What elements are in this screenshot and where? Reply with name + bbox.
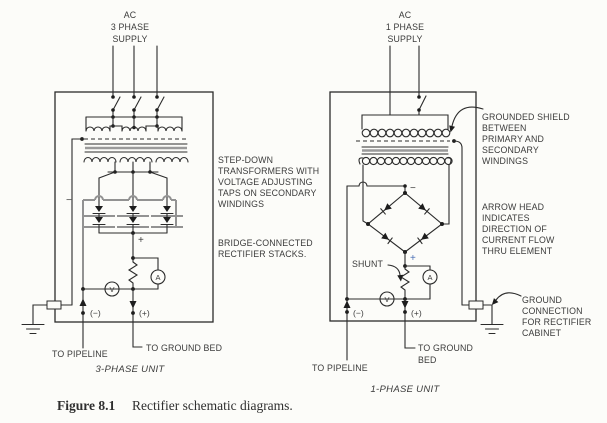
ammeter-icon bbox=[151, 270, 165, 284]
bridge-positive-sign: + bbox=[410, 253, 416, 264]
figure-caption-text: Rectifier schematic diagrams. bbox=[132, 398, 293, 413]
supply-line-1: AC bbox=[123, 10, 137, 20]
svg-text:A: A bbox=[155, 273, 161, 282]
one-phase-secondary-winding bbox=[359, 157, 452, 164]
svg-text:SECONDARY: SECONDARY bbox=[482, 145, 539, 155]
svg-text:TRANSFORMERS WITH: TRANSFORMERS WITH bbox=[218, 166, 320, 176]
negative-bus-sign: − bbox=[66, 195, 72, 206]
to-ground-bed-label: TO GROUND BED bbox=[146, 343, 223, 353]
svg-text:FOR RECTIFIER: FOR RECTIFIER bbox=[522, 317, 592, 327]
ground-clamp bbox=[47, 301, 61, 309]
rectifier-leg bbox=[83, 206, 115, 233]
svg-text:THRU ELEMENT: THRU ELEMENT bbox=[482, 246, 553, 256]
annotation-arrow-head bbox=[482, 202, 555, 256]
to-pipeline-label: TO PIPELINE bbox=[52, 349, 108, 359]
svg-text:GROUND: GROUND bbox=[522, 295, 562, 305]
figure-number: Figure 8.1 bbox=[57, 398, 116, 413]
positive-terminal-label: (+) bbox=[139, 308, 150, 318]
supply-line-3: SUPPLY bbox=[112, 34, 148, 44]
supply-line-2: 1 PHASE bbox=[385, 22, 425, 32]
shield-pointer-arrow bbox=[448, 107, 483, 133]
negative-terminal-label: (−) bbox=[353, 308, 364, 318]
supply-line-2: 3 PHASE bbox=[110, 22, 150, 32]
shunt-label: SHUNT bbox=[352, 259, 384, 269]
one-phase-unit-label: 1-PHASE UNIT bbox=[370, 384, 440, 395]
svg-text:BRIDGE-CONNECTED: BRIDGE-CONNECTED bbox=[218, 238, 313, 248]
three-phase-terminals bbox=[52, 289, 222, 375]
annotation-ground-connection bbox=[490, 293, 592, 338]
svg-text:VOLTAGE ADJUSTING: VOLTAGE ADJUSTING bbox=[218, 177, 313, 187]
supply-line-1: AC bbox=[398, 10, 412, 20]
svg-text:CABINET: CABINET bbox=[522, 328, 562, 338]
three-phase-output bbox=[81, 233, 165, 296]
annotation-step-down bbox=[218, 155, 319, 209]
svg-text:ARROW HEAD: ARROW HEAD bbox=[482, 202, 545, 212]
svg-text:STEP-DOWN: STEP-DOWN bbox=[218, 155, 274, 165]
svg-text:INDICATES: INDICATES bbox=[482, 213, 530, 223]
svg-text:RECTIFIER STACKS.: RECTIFIER STACKS. bbox=[218, 249, 307, 259]
svg-text:V: V bbox=[109, 285, 115, 294]
positive-bus-sign: + bbox=[138, 235, 144, 246]
diode-icon bbox=[381, 233, 392, 244]
svg-text:CONNECTION: CONNECTION bbox=[522, 306, 583, 316]
figure-caption bbox=[57, 398, 293, 413]
one-phase-cabinet bbox=[330, 92, 476, 321]
one-phase-unit bbox=[312, 10, 503, 395]
diode-icon bbox=[418, 233, 429, 244]
rectifier-leg bbox=[151, 206, 183, 233]
one-phase-output bbox=[345, 252, 437, 306]
svg-text:GROUNDED SHIELD: GROUNDED SHIELD bbox=[482, 112, 570, 122]
to-ground-bed-label-line1: TO GROUND bbox=[418, 343, 473, 353]
one-phase-cabinet-ground bbox=[462, 301, 503, 334]
bridge-negative-sign: − bbox=[410, 183, 416, 194]
svg-text:CURRENT FLOW: CURRENT FLOW bbox=[482, 235, 555, 245]
svg-text:V: V bbox=[384, 295, 390, 304]
negative-terminal-label: (−) bbox=[90, 308, 101, 318]
shunt-resistor bbox=[129, 262, 137, 289]
ground-icon bbox=[22, 325, 44, 334]
three-phase-primary-winding bbox=[86, 115, 182, 131]
annotation-bridge-connected bbox=[218, 238, 313, 259]
svg-text:TAPS ON SECONDARY: TAPS ON SECONDARY bbox=[218, 188, 317, 198]
one-phase-bridge-wiring bbox=[347, 165, 449, 299]
svg-text:WINDINGS: WINDINGS bbox=[218, 199, 265, 209]
three-phase-switches bbox=[111, 46, 164, 117]
three-phase-cabinet-ground bbox=[22, 301, 72, 334]
three-phase-core bbox=[85, 144, 187, 152]
svg-text:A: A bbox=[427, 273, 433, 282]
three-phase-unit-label: 3-PHASE UNIT bbox=[95, 364, 165, 375]
one-phase-core bbox=[362, 147, 448, 154]
to-pipeline-label: TO PIPELINE bbox=[312, 363, 368, 373]
one-phase-terminals bbox=[312, 299, 473, 395]
one-phase-primary-winding bbox=[362, 115, 450, 137]
three-phase-supply-label bbox=[111, 10, 149, 44]
annotation-grounded-shield bbox=[448, 107, 570, 166]
svg-text:BETWEEN: BETWEEN bbox=[482, 123, 527, 133]
one-phase-switch bbox=[390, 46, 426, 115]
supply-line-3: SUPPLY bbox=[387, 34, 423, 44]
svg-text:WINDINGS: WINDINGS bbox=[482, 156, 529, 166]
ground-clamp bbox=[469, 301, 483, 309]
shunt-pointer-arrow bbox=[388, 265, 404, 282]
ammeter-icon bbox=[423, 270, 437, 284]
svg-text:PRIMARY AND: PRIMARY AND bbox=[482, 134, 544, 144]
ground-pointer-arrow bbox=[490, 293, 521, 307]
shunt-resistor bbox=[401, 266, 409, 299]
three-phase-secondary-winding bbox=[84, 158, 188, 179]
positive-terminal-label: (+) bbox=[411, 308, 422, 318]
rectifier-leg bbox=[117, 206, 149, 233]
svg-text:DIRECTION OF: DIRECTION OF bbox=[482, 224, 547, 234]
ground-icon bbox=[481, 325, 503, 334]
three-phase-unit bbox=[22, 10, 222, 375]
three-phase-rectifier-stacks bbox=[66, 178, 183, 289]
one-phase-supply-label bbox=[386, 10, 424, 44]
to-ground-bed-label-line2: BED bbox=[418, 355, 437, 365]
